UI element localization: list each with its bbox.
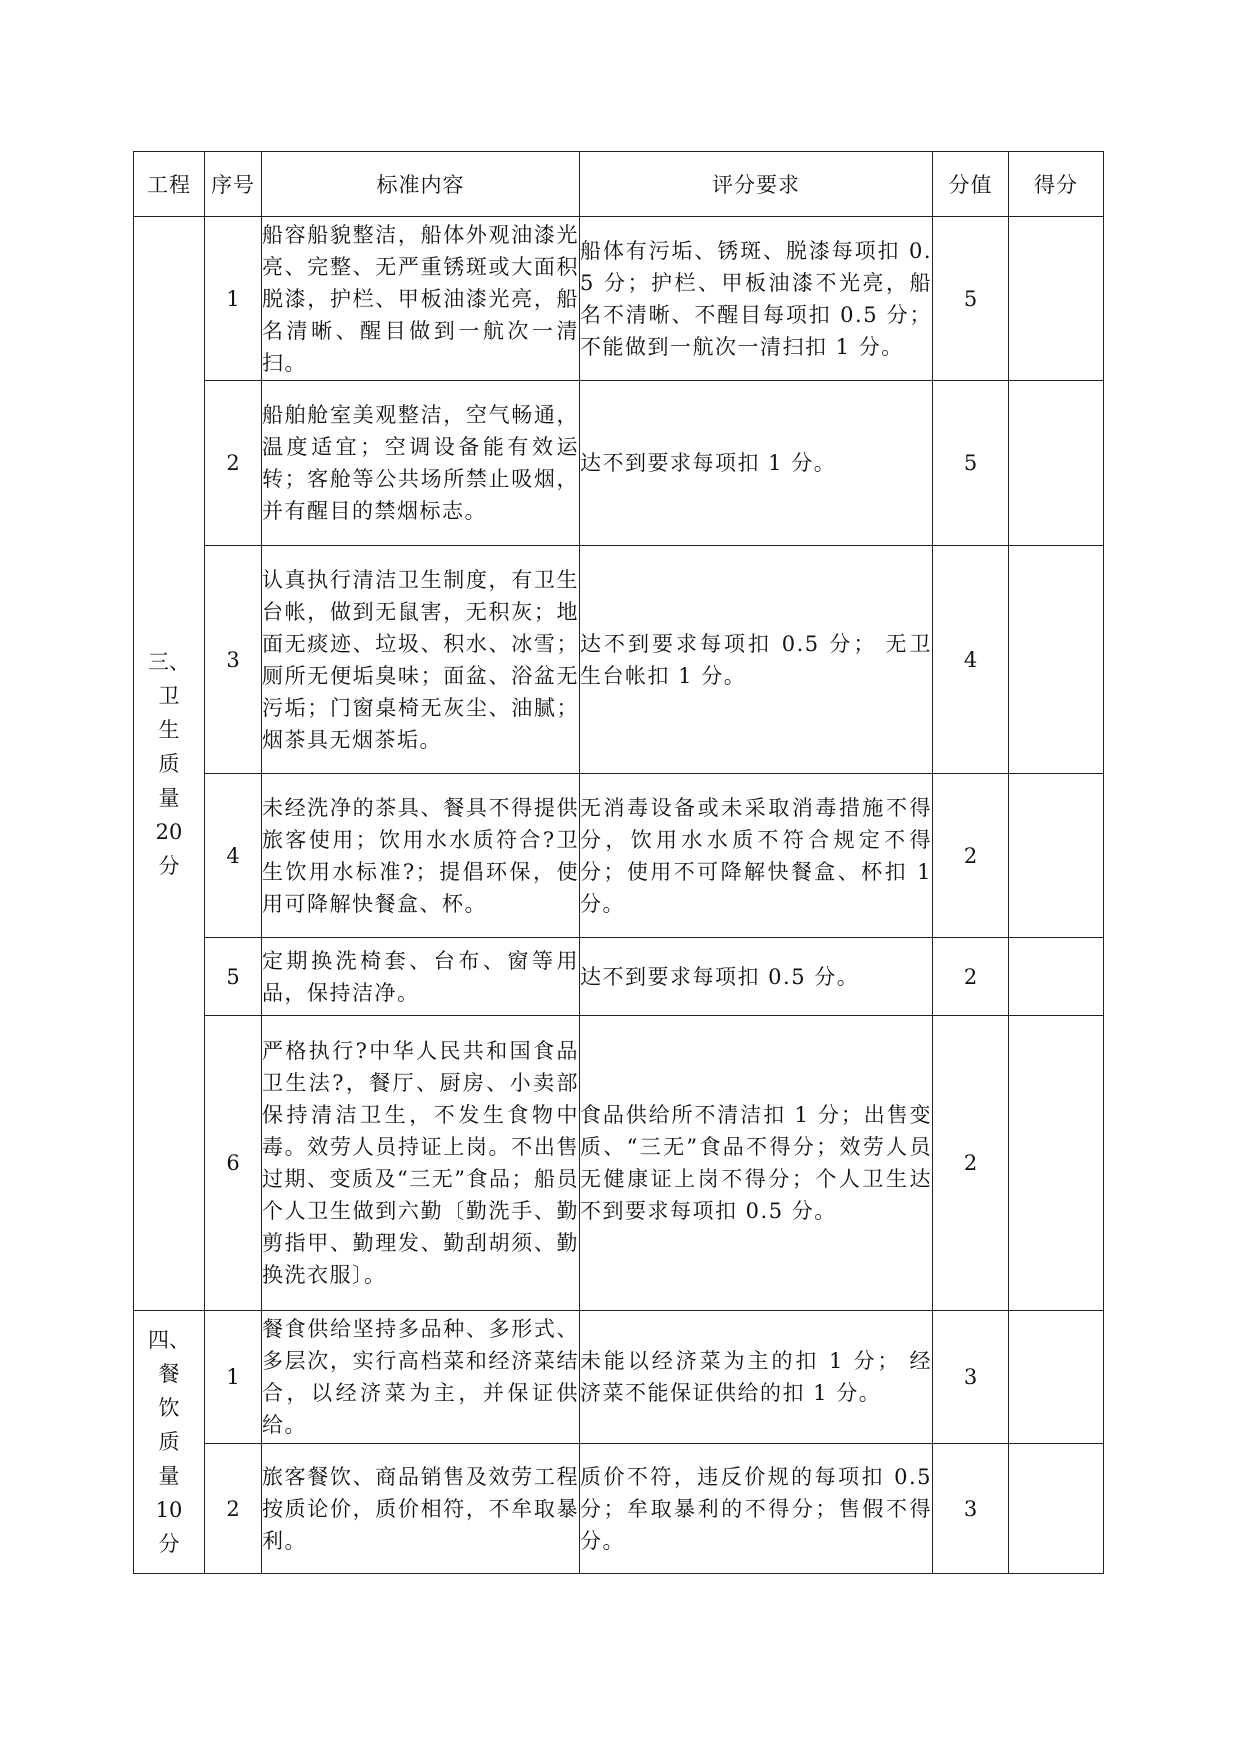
row-content: 认真执行清洁卫生制度，有卫生台帐，做到无鼠害，无积灰；地面无痰迹、垃圾、积水、冰雪；厕所无便垢臭味；面盆、浴盆无污垢；门窗桌椅无灰尘、油腻；烟茶具无烟茶垢。: [262, 546, 580, 774]
row-score: [1009, 774, 1104, 938]
table-row: [134, 546, 1104, 774]
row-points: 5: [933, 381, 1009, 546]
row-score: [1009, 1444, 1104, 1574]
section-title-char: 生: [158, 717, 180, 742]
row-requirement: 达不到要求每项扣 0.5 分。: [580, 938, 933, 1016]
row-points: 4: [933, 546, 1009, 774]
table-row: [134, 1016, 1104, 1311]
header-seq: 序号: [205, 152, 262, 217]
scoring-table: [133, 151, 1104, 1574]
row-content: 船舶舱室美观整洁，空气畅通，温度适宜；空调设备能有效运转；客舱等公共场所禁止吸烟，并有醒目的禁烟标志。: [262, 381, 580, 546]
section-title-char: 饮: [158, 1396, 180, 1420]
header-points: 分值: [933, 152, 1009, 217]
row-requirement: 食品供给所不清洁扣 1 分；出售变质、“三无”食品不得分；效劳人员无健康证上岗不得分；个人卫生达不到要求每项扣 0.5 分。: [580, 1016, 933, 1311]
row-seq: 4: [205, 774, 262, 938]
row-content: 定期换洗椅套、台布、窗等用品，保持洁净。: [262, 938, 580, 1016]
row-requirement: 达不到要求每项扣 1 分。: [580, 381, 933, 546]
section-title-char: 质: [158, 751, 180, 776]
section-title-char: 卫: [158, 683, 180, 708]
row-score: [1009, 1016, 1104, 1311]
row-points: 2: [933, 1016, 1009, 1311]
row-points: 3: [933, 1311, 1009, 1444]
header-project: 工程: [134, 152, 205, 217]
row-score: [1009, 217, 1104, 381]
row-requirement: 质价不符，违反价规的每项扣 0.5 分；牟取暴利的不得分；售假不得分。: [580, 1444, 933, 1574]
table-row: [134, 774, 1104, 938]
table-row: [134, 1311, 1104, 1444]
section-title-char: 四、: [148, 1328, 190, 1352]
row-content: 餐食供给坚持多品种、多形式、多层次，实行高档菜和经济菜结合，以经济菜为主，并保证供给。: [262, 1311, 580, 1444]
table-row: [134, 381, 1104, 546]
section-title-char: 分: [158, 1532, 180, 1556]
table-row: [134, 1444, 1104, 1574]
row-seq: 1: [205, 217, 262, 381]
section-title-char: 分: [158, 853, 180, 878]
section-title-char: 量: [158, 1464, 180, 1488]
row-requirement: 船体有污垢、锈斑、脱漆每项扣 0.5 分；护栏、甲板油漆不光亮，船名不清晰、不醒目每项扣 0.5 分；不能做到一航次一清扫扣 1 分。: [580, 217, 933, 381]
table-row: [134, 938, 1104, 1016]
section-title-char: 餐: [158, 1362, 180, 1386]
header-row: [134, 152, 1104, 217]
section-title-char: 质: [158, 1430, 180, 1454]
row-points: 5: [933, 217, 1009, 381]
row-score: [1009, 938, 1104, 1016]
section-title-catering: [134, 1311, 205, 1574]
section-title-char: 量: [158, 785, 180, 810]
row-content: 严格执行?中华人民共和国食品卫生法?，餐厅、厨房、小卖部保持清洁卫生，不发生食物中毒。效劳人员持证上岗。不出售过期、变质及“三无”食品；船员个人卫生做到六勤〔勤洗手、勤剪指甲、勤理发、勤刮胡须、勤换洗衣服〕。: [262, 1016, 580, 1311]
section-title-char: 三、: [148, 649, 190, 674]
section-title-hygiene: [134, 217, 205, 1311]
header-requirement: 评分要求: [580, 152, 933, 217]
section-title-char: 10: [155, 1498, 183, 1522]
row-score: [1009, 546, 1104, 774]
row-seq: 5: [205, 938, 262, 1016]
row-seq: 1: [205, 1311, 262, 1444]
row-points: 3: [933, 1444, 1009, 1574]
section-title-char: 20: [155, 819, 183, 844]
row-requirement: 无消毒设备或未采取消毒措施不得分，饮用水水质不符合规定不得分；使用不可降解快餐盒、杯扣 1 分。: [580, 774, 933, 938]
header-score: 得分: [1009, 152, 1104, 217]
row-content: 船容船貌整洁，船体外观油漆光亮、完整、无严重锈斑或大面积脱漆，护栏、甲板油漆光亮，船名清晰、醒目做到一航次一清扫。: [262, 217, 580, 381]
row-requirement: 达不到要求每项扣 0.5 分； 无卫生台帐扣 1 分。: [580, 546, 933, 774]
table-row: [134, 217, 1104, 381]
row-seq: 2: [205, 381, 262, 546]
row-content: 旅客餐饮、商品销售及效劳工程按质论价，质价相符，不牟取暴利。: [262, 1444, 580, 1574]
row-seq: 3: [205, 546, 262, 774]
row-points: 2: [933, 938, 1009, 1016]
row-requirement: 未能以经济菜为主的扣 1 分； 经济菜不能保证供给的扣 1 分。: [580, 1311, 933, 1444]
header-content: 标准内容: [262, 152, 580, 217]
row-seq: 6: [205, 1016, 262, 1311]
row-score: [1009, 381, 1104, 546]
row-points: 2: [933, 774, 1009, 938]
row-seq: 2: [205, 1444, 262, 1574]
row-score: [1009, 1311, 1104, 1444]
row-content: 未经洗净的茶具、餐具不得提供旅客使用；饮用水水质符合?卫生饮用水标准?；提倡环保，使用可降解快餐盒、杯。: [262, 774, 580, 938]
